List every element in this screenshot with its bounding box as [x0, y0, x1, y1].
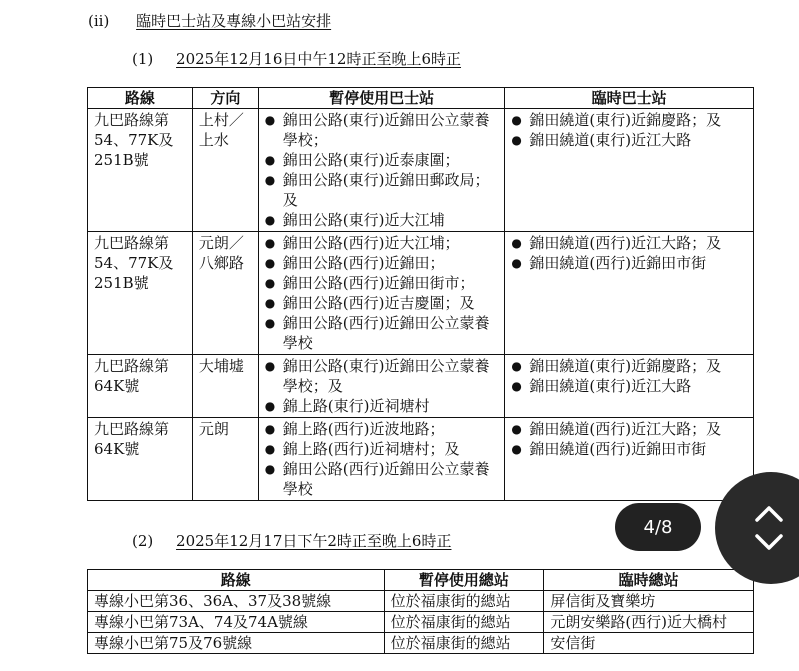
table-header-row — [88, 570, 754, 591]
list-item: ● 錦田公路(西行)近大江埔； — [265, 233, 499, 253]
suspended-stops-cell — [258, 232, 505, 355]
header-route: 路線 — [88, 88, 193, 109]
route-cell: 九巴路線第54、77K及251B號 — [88, 232, 193, 355]
route-cell: 專線小巴第36、36A、37及38號線 — [88, 591, 385, 612]
bus-stop-table — [87, 87, 754, 501]
suspended-terminus-cell: 位於福康街的總站 — [384, 591, 544, 612]
list-item: ● 錦田公路(東行)近錦田公立蒙養學校； — [265, 110, 499, 150]
list-item: ● 錦田繞道(東行)近江大路 — [511, 376, 747, 396]
direction-cell: 元朗 — [192, 418, 258, 501]
part1-number: (1) — [132, 50, 154, 68]
list-item: ● 錦田繞道(西行)近江大路；及 — [511, 419, 747, 439]
chevron-up-down-icon — [749, 502, 789, 554]
table-header-row — [88, 88, 754, 109]
temporary-stops-cell — [505, 232, 754, 355]
list-item: ● 錦田繞道(東行)近江大路 — [511, 130, 747, 150]
list-item: ● 錦田繞道(西行)近江大路；及 — [511, 233, 747, 253]
page-indicator[interactable]: 4/8 — [615, 503, 701, 551]
part1-title: 2025年12月16日中午12時正至晚上6時正 — [176, 50, 462, 68]
table-row — [88, 418, 754, 501]
header-suspended-stops: 暫停使用巴士站 — [258, 88, 505, 109]
temporary-terminus-cell: 安信街 — [544, 633, 754, 654]
list-item: ● 錦田公路(西行)近錦田公立蒙養學校 — [265, 459, 499, 499]
section-heading — [88, 10, 331, 31]
suspended-stops-cell — [258, 418, 505, 501]
list-item: ● 錦田公路(東行)近泰康圍； — [265, 150, 499, 170]
route-cell: 專線小巴第75及76號線 — [88, 633, 385, 654]
list-item: ● 錦田繞道(西行)近錦田市街 — [511, 253, 747, 273]
header-temporary-terminus: 臨時總站 — [544, 570, 754, 591]
suspended-stops-cell — [258, 355, 505, 418]
list-item: ● 錦田公路(西行)近錦田； — [265, 253, 499, 273]
section-number: (ii) — [88, 12, 110, 30]
temporary-stops-cell — [505, 109, 754, 232]
list-item: ● 錦田公路(西行)近錦田街市； — [265, 273, 499, 293]
suspended-terminus-cell: 位於福康街的總站 — [384, 612, 544, 633]
temporary-stops-cell — [505, 418, 754, 501]
temporary-stops-cell — [505, 355, 754, 418]
part2-heading — [132, 530, 451, 551]
direction-cell: 上村／上水 — [192, 109, 258, 232]
header-direction: 方向 — [192, 88, 258, 109]
list-item: ● 錦田公路(西行)近吉慶圍；及 — [265, 293, 499, 313]
list-item: ● 錦上路(西行)近波地路； — [265, 419, 499, 439]
route-cell: 九巴路線第54、77K及251B號 — [88, 109, 193, 232]
table-row — [88, 591, 754, 612]
route-cell: 九巴路線第64K號 — [88, 418, 193, 501]
header-temporary-stops: 臨時巴士站 — [505, 88, 754, 109]
route-cell: 九巴路線第64K號 — [88, 355, 193, 418]
minibus-terminus-table — [87, 569, 754, 654]
list-item: ● 錦上路(西行)近祠塘村；及 — [265, 439, 499, 459]
list-item: ● 錦上路(東行)近祠塘村 — [265, 396, 499, 416]
part2-title: 2025年12月17日下午2時正至晚上6時正 — [176, 532, 452, 550]
route-cell: 專線小巴第73A、74及74A號線 — [88, 612, 385, 633]
table-row — [88, 355, 754, 418]
temporary-terminus-cell: 屏信街及寶樂坊 — [544, 591, 754, 612]
table-row — [88, 612, 754, 633]
list-item: ● 錦田公路(西行)近錦田公立蒙養學校 — [265, 313, 499, 353]
header-route: 路線 — [88, 570, 385, 591]
table-row — [88, 633, 754, 654]
direction-cell: 大埔墟 — [192, 355, 258, 418]
list-item: ● 錦田公路(東行)近錦田公立蒙養學校；及 — [265, 356, 499, 396]
suspended-terminus-cell: 位於福康街的總站 — [384, 633, 544, 654]
list-item: ● 錦田繞道(東行)近錦慶路；及 — [511, 356, 747, 376]
list-item: ● 錦田繞道(東行)近錦慶路；及 — [511, 110, 747, 130]
section-title: 臨時巴士站及專線小巴站安排 — [136, 12, 332, 30]
part2-number: (2) — [132, 532, 154, 550]
list-item: ● 錦田繞道(西行)近錦田市街 — [511, 439, 747, 459]
direction-cell: 元朗／八鄉路 — [192, 232, 258, 355]
table-row — [88, 109, 754, 232]
list-item: ● 錦田公路(東行)近大江埔 — [265, 210, 499, 230]
list-item: ● 錦田公路(東行)近錦田郵政局；及 — [265, 170, 499, 210]
suspended-stops-cell — [258, 109, 505, 232]
temporary-terminus-cell: 元朗安樂路(西行)近大橋村 — [544, 612, 754, 633]
part1-heading — [132, 48, 461, 69]
table-row — [88, 232, 754, 355]
header-suspended-terminus: 暫停使用總站 — [384, 570, 544, 591]
